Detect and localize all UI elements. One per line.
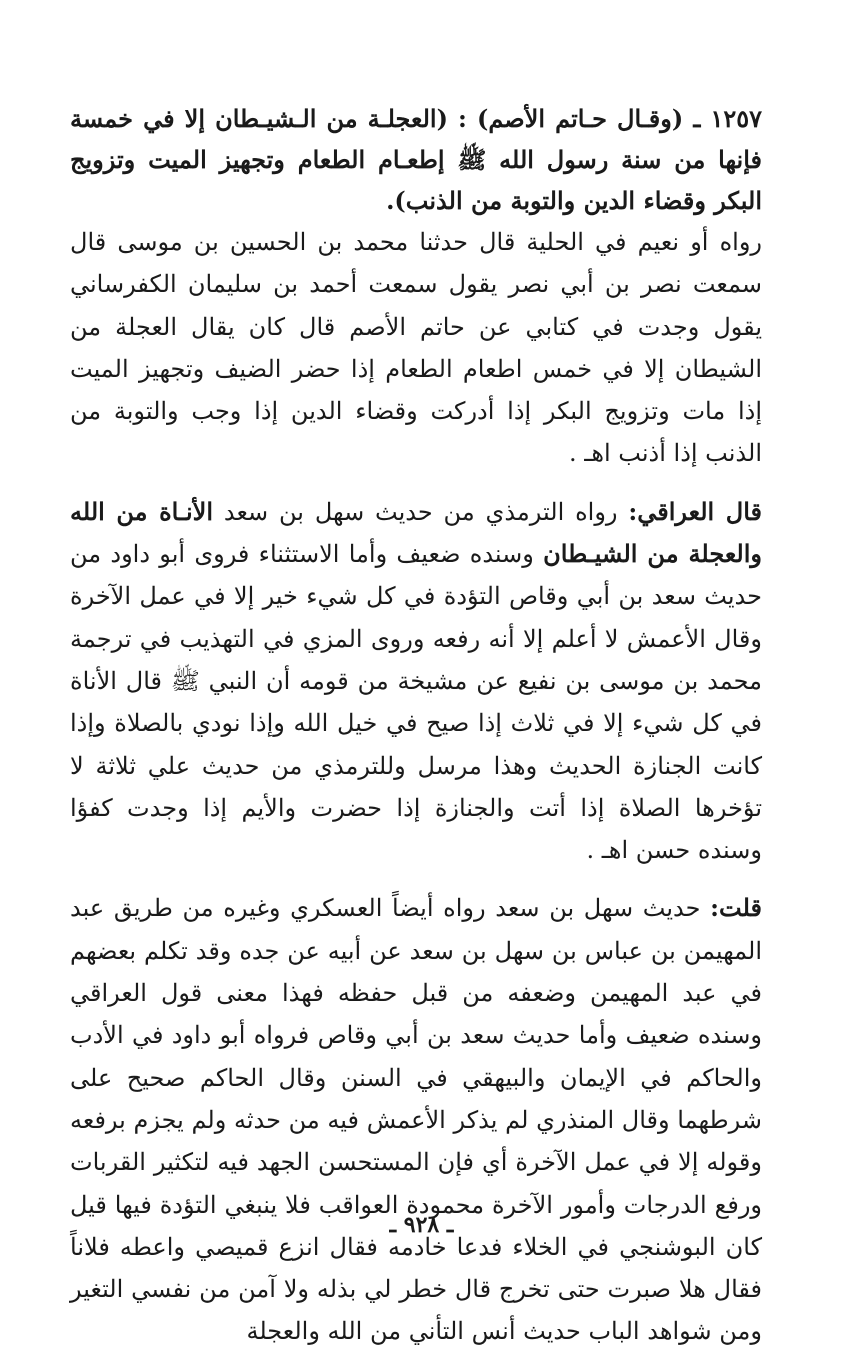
page-number: ـ ٩٢٨ ـ [389,1212,454,1238]
qultu-text: حديث سهل بن سعد رواه أيضاً العسكري وغيره من طريق عبد المهيمن بن عباس بن سهل بن سعد عن أبيه عن جده وقد تكلم بعضهم في عبد المهيمن وضعفه من قبل حفظه فهذا معنى قول العراقي وسنده ضعيف وأما حديث سعد بن أبي وقاص فرواه أبو داود في الأدب والحاكم في الإيمان والبيهقي في السنن وقال الحاكم صحيح على شرطهما وقال المنذري لم يذكر الأعمش فيه من حدثه ولم يجزم برفعه وقوله إلا في عمل الآخرة أي فإن المستحسن الجهد فيه لتكثير القربات ورفع الدرجات وأمور الآخرة محمودة العواقب فلا ينبغي التؤدة فيها قيل كان البوشنجي في الخلاء فدعا خادمه فقال انزع قميصي واعطه فلاناً فقال هلا صبرت حتى تخرج قال خطر لي بذله ولا آمن من نفسي التغير ومن شواهد الباب حديث أنس التأني من الله والعجلة [70,894,762,1346]
page-body [70,98,762,1353]
qultu-paragraph [70,887,762,1352]
iraqi-text-1: رواه الترمذي من حديث سهل بن سعد [213,497,629,526]
hadith-separator: ـ [683,104,711,133]
qultu-lead: قلت: [710,893,762,923]
narration-paragraph: رواه أو نعيم في الحلية قال حدثنا محمد بن الحسين بن موسى قال سمعت نصر بن أبي نصر يقول سمعت أحمد بن سليمان الكفرساني يقول وجدت في كتابي عن حاتم الأصم قال كان يقال العجلة من الشيطان إلا في خمس اطعام الطعام إذا حضر الضيف وتجهيز الميت إذا مات وتزويج البكر إذا أدركت وقضاء الدين إذا وجب والتوبة من الذنب إذا أذنب اهـ . [70,228,763,468]
hadith-paragraph [70,98,762,221]
iraqi-lead: قال العراقي: [628,496,762,526]
hadith-text: (وقـال حـاتم الأصم) : (العجلـة من الـشيـطان إلا في خمسة فإنها من سنة رسول الله ﷺ إطعـام الطعام وتجهيز الميت وتزويج البكر وقضاء الدين والتوبة من الذنب). [70,104,762,215]
hadith-number: ١٢٥٧ [710,104,762,133]
iraqi-paragraph [70,491,762,872]
iraqi-text-2: وسنده ضعيف وأما الاستثناء فروى أبو داود من حديث سعد بن أبي وقاص التؤدة في كل شيء خير إلا في عمل الآخرة وقال الأعمش لا أعلم إلا أنه رفعه وروى المزي في التهذيب في ترجمة محمد بن موسى بن نفيع عن مشيخة من قومه أن النبي ﷺ قال الأناة في كل شيء إلا في ثلاث إذا صيح في خيل الله وإذا نودي بالصلاة وإذا كانت الجنازة الحديث وهذا مرسل وللترمذي من حديث علي ثلاثة لا تؤخرها الصلاة إذا أتت والجنازة إذا حضرت والأيم إذا وجدت كفؤا وسنده حسن اهـ . [70,540,762,865]
iraqi-emphasis: الأنـاة من الله والعجلة من الشيـطان [70,496,763,569]
